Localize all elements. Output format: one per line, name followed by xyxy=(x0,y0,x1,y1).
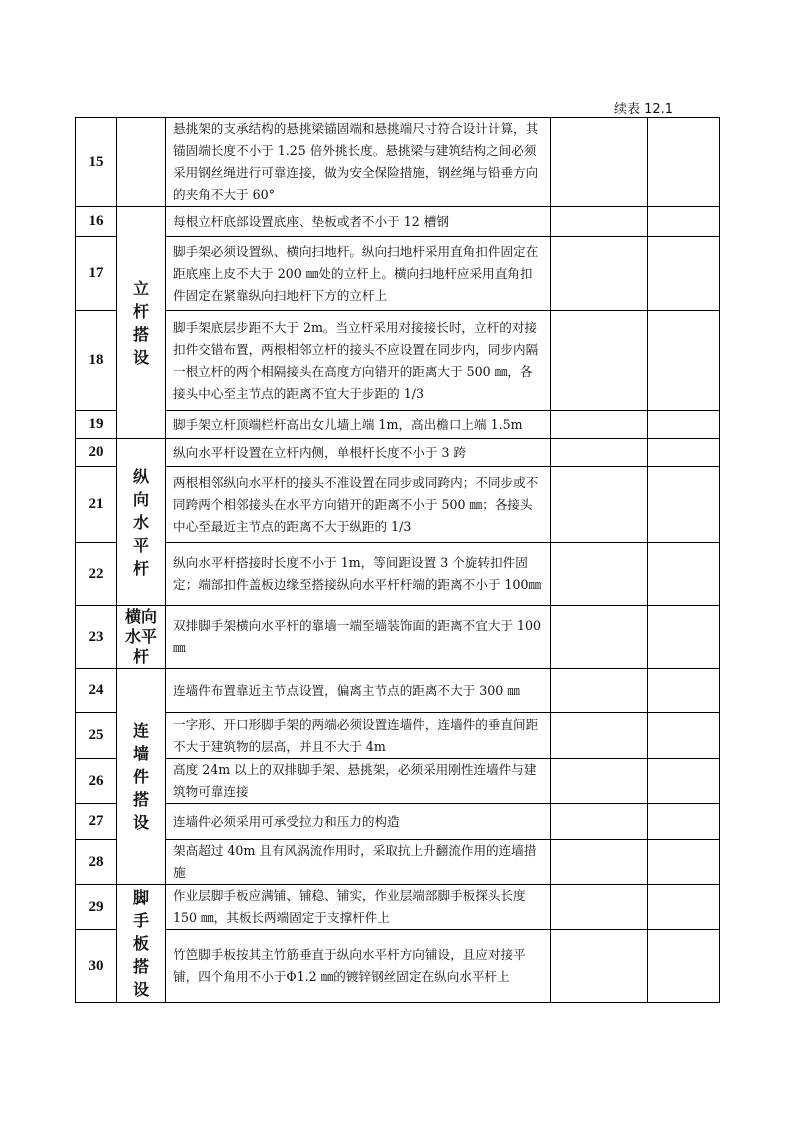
row-number: 24 xyxy=(76,669,117,713)
table-row xyxy=(76,669,720,713)
remark-cell[interactable] xyxy=(648,930,720,1003)
remark-cell[interactable] xyxy=(648,237,720,311)
requirement-text: 架高超过 40m 且有风涡流作用时，采取抗上升翻流作用的连墙措施 xyxy=(166,840,551,885)
table-row xyxy=(76,885,720,930)
remark-cell[interactable] xyxy=(648,713,720,759)
row-number: 25 xyxy=(76,713,117,759)
table-row xyxy=(76,411,720,439)
row-number: 23 xyxy=(76,606,117,669)
check-result-cell[interactable] xyxy=(551,606,648,669)
inspection-table xyxy=(75,117,720,1003)
check-result-cell[interactable] xyxy=(551,411,648,439)
row-number: 20 xyxy=(76,439,117,467)
check-result-cell[interactable] xyxy=(551,930,648,1003)
group-cell xyxy=(117,606,166,669)
check-result-cell[interactable] xyxy=(551,237,648,311)
remark-cell[interactable] xyxy=(648,311,720,411)
requirement-text: 竹笆脚手板按其主竹筋垂直于纵向水平杆方向铺设，且应对接平铺，四个角用不小于Φ1.2 ㎜的镀锌钢丝固定在纵向水平杆上 xyxy=(166,930,551,1003)
table-row xyxy=(76,930,720,1003)
check-result-cell[interactable] xyxy=(551,207,648,237)
table-row xyxy=(76,439,720,467)
group-label: 立杆搭设 xyxy=(132,278,149,367)
check-result-cell[interactable] xyxy=(551,713,648,759)
check-result-cell[interactable] xyxy=(551,467,648,543)
requirement-text: 连墙件必须采用可承受拉力和压力的构造 xyxy=(166,804,551,840)
row-number: 22 xyxy=(76,543,117,606)
remark-cell[interactable] xyxy=(648,885,720,930)
table-row xyxy=(76,804,720,840)
requirement-text: 脚手架底层步距不大于 2m。当立杆采用对接接长时，立杆的对接扣件交错布置，两根相邻立杆的接头不应设置在同步内，同步内隔一根立杆的两个相隔接头在高度方向错开的距离大于 500 ㎜，各接头中心至主节点的距离不宜大于步距的 1/3 xyxy=(166,311,551,411)
check-result-cell[interactable] xyxy=(551,759,648,804)
remark-cell[interactable] xyxy=(648,118,720,207)
requirement-text: 纵向水平杆设置在立杆内侧，单根杆长度不小于 3 跨 xyxy=(166,439,551,467)
table-row xyxy=(76,118,720,207)
group-cell xyxy=(117,885,166,1003)
remark-cell[interactable] xyxy=(648,840,720,885)
remark-cell[interactable] xyxy=(648,207,720,237)
check-result-cell[interactable] xyxy=(551,118,648,207)
requirement-text: 高度 24m 以上的双排脚手架、悬挑架，必须采用刚性连墙件与建筑物可靠连接 xyxy=(166,759,551,804)
row-number: 19 xyxy=(76,411,117,439)
requirement-text: 连墙件布置靠近主节点设置，偏离主节点的距离不大于 300 ㎜ xyxy=(166,669,551,713)
table-row xyxy=(76,840,720,885)
check-result-cell[interactable] xyxy=(551,885,648,930)
check-result-cell[interactable] xyxy=(551,543,648,606)
requirement-text: 两根相邻纵向水平杆的接头不准设置在同步或同跨内；不同步或不同跨两个相邻接头在水平方向错开的距离不小于 500 ㎜；各接头中心至最近主节点的距离不大于纵距的 1/3 xyxy=(166,467,551,543)
table-row xyxy=(76,311,720,411)
requirement-text: 纵向水平杆搭接时长度不小于 1m，等间距设置 3 个旋转扣件固定；端部扣件盖板边缘至搭接纵向水平杆杆端的距离不小于 100㎜ xyxy=(166,543,551,606)
requirement-text: 每根立杆底部设置底座、垫板或者不小于 12 槽钢 xyxy=(166,207,551,237)
remark-cell[interactable] xyxy=(648,543,720,606)
row-number: 18 xyxy=(76,311,117,411)
requirement-text: 脚手架立杆顶端栏杆高出女儿墙上端 1m，高出檐口上端 1.5m xyxy=(166,411,551,439)
group-label: 纵向水平杆 xyxy=(132,466,149,578)
requirement-text: 悬挑架的支承结构的悬挑梁锚固端和悬挑端尺寸符合设计计算，其锚固端长度不小于 1.25 倍外挑长度。悬挑梁与建筑结构之间必须采用钢丝绳进行可靠连接，做为安全保险措施，钢丝绳与铅垂方向的夹角不大于 60° xyxy=(166,118,551,207)
check-result-cell[interactable] xyxy=(551,439,648,467)
row-number: 16 xyxy=(76,207,117,237)
requirement-text: 脚手架必须设置纵、横向扫地杆。纵向扫地杆采用直角扣件固定在距底座上皮不大于 200 ㎜处的立杆上。横向扫地杆应采用直角扣件固定在紧靠纵向扫地杆下方的立杆上 xyxy=(166,237,551,311)
remark-cell[interactable] xyxy=(648,439,720,467)
remark-cell[interactable] xyxy=(648,411,720,439)
requirement-text: 双排脚手架横向水平杆的靠墙一端至墙装饰面的距离不宜大于 100 ㎜ xyxy=(166,606,551,669)
table-row xyxy=(76,237,720,311)
remark-cell[interactable] xyxy=(648,606,720,669)
table-row xyxy=(76,713,720,759)
row-number: 15 xyxy=(76,118,117,207)
check-result-cell[interactable] xyxy=(551,804,648,840)
table-row xyxy=(76,606,720,669)
remark-cell[interactable] xyxy=(648,467,720,543)
row-number: 30 xyxy=(76,930,117,1003)
requirement-text: 一字形、开口形脚手架的两端必须设置连墙件，连墙件的垂直间距不大于建筑物的层高，并且不大于 4m xyxy=(166,713,551,759)
row-number: 21 xyxy=(76,467,117,543)
check-result-cell[interactable] xyxy=(551,669,648,713)
table-row xyxy=(76,759,720,804)
requirement-text: 作业层脚手板应满铺、铺稳、铺实，作业层端部脚手板探头长度 150 ㎜，其板长两端固定于支撑杆件上 xyxy=(166,885,551,930)
group-cell-empty xyxy=(117,118,166,207)
group-label: 脚手板搭设 xyxy=(132,888,149,999)
group-label: 连墙件搭设 xyxy=(132,721,149,832)
check-result-cell[interactable] xyxy=(551,840,648,885)
row-number: 28 xyxy=(76,840,117,885)
row-number: 29 xyxy=(76,885,117,930)
group-label: 横向水平杆 xyxy=(124,607,157,666)
remark-cell[interactable] xyxy=(648,759,720,804)
table-row xyxy=(76,207,720,237)
remark-cell[interactable] xyxy=(648,669,720,713)
row-number: 26 xyxy=(76,759,117,804)
check-result-cell[interactable] xyxy=(551,311,648,411)
row-number: 27 xyxy=(76,804,117,840)
table-caption: 续表 12.1 xyxy=(614,102,674,117)
remark-cell[interactable] xyxy=(648,804,720,840)
group-cell xyxy=(117,439,166,606)
table-row xyxy=(76,543,720,606)
table-row xyxy=(76,467,720,543)
row-number: 17 xyxy=(76,237,117,311)
group-cell xyxy=(117,207,166,439)
group-cell xyxy=(117,669,166,885)
